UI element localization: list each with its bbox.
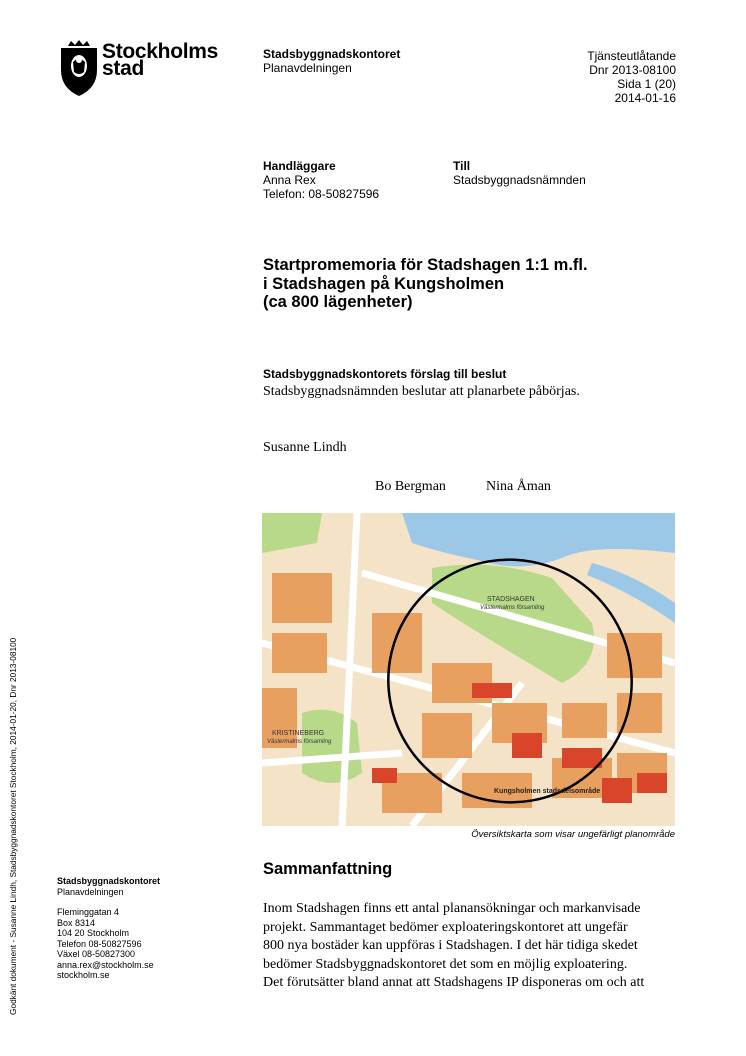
summary-body (263, 900, 683, 993)
map-label-stadshagen-parish: Västermalms församling (480, 605, 545, 611)
map-label-kristineberg-parish: Västermalms församling (267, 739, 332, 745)
header-office-block (263, 47, 400, 75)
header-meta (587, 49, 676, 105)
summary-line: projekt. Sammantaget bedömer exploateringskontoret att ungefär (263, 919, 628, 935)
document-title: Startpromemoria för Stadshagen 1:1 m.fl. i Stadshagen på Kungsholmen (ca 800 lägenheter) (263, 256, 588, 311)
contact-box: Box 8314 (57, 917, 96, 928)
handler-label: Handläggare (263, 159, 336, 173)
contact-email: anna.rex@stockholm.se (57, 959, 154, 970)
proposal-heading: Stadsbyggnadskontorets förslag till beslut (263, 367, 507, 381)
header-department: Planavdelningen (263, 61, 352, 75)
summary-line: Det förutsätter bland annat att Stadshagens IP disponeras om och att (263, 975, 645, 991)
summary-line: Inom Stadshagen finns ett antal planansökningar och markanvisade (263, 901, 641, 916)
overview-map (262, 513, 675, 826)
handler-name: Anna Rex (263, 173, 316, 187)
proposal-text: Stadsbyggnadsnämnden beslutar att planarbete påbörjas. (263, 384, 580, 399)
map-label-district: Kungsholmen stadsdelsområde (494, 788, 601, 795)
map-caption: Översiktskarta som visar ungefärligt planområde (471, 829, 675, 840)
recipient-label: Till (453, 159, 471, 173)
contact-department: Planavdelningen (57, 886, 124, 897)
contact-block (57, 876, 160, 981)
crown-shield-icon (59, 40, 99, 98)
map-graphic (262, 513, 675, 826)
signature-third: Nina Åman (486, 479, 551, 494)
page-number: Sida 1 (20) (617, 77, 676, 91)
contact-switchboard: Växel 08-50827300 (57, 949, 136, 959)
summary-line: 800 nya bostäder kan uppföras i Stadshagen. I det här tidiga skedet (263, 938, 638, 954)
handler-block (263, 159, 379, 201)
recipient-name: Stadsbyggnadsnämnden (453, 173, 586, 187)
doc-type: Tjänsteutlåtande (587, 49, 676, 63)
summary-heading: Sammanfattning (263, 860, 393, 878)
map-label-stadshagen: STADSHAGEN (487, 596, 535, 603)
signature-second: Bo Bergman (375, 479, 446, 494)
summary-line: bedömer Stadsbyggnadskontoret det som en möjlig exploatering. (263, 956, 628, 972)
map-park-kristineberg (302, 710, 362, 783)
contact-phone: Telefon 08-50827596 (57, 938, 142, 949)
approval-side-note: Godkänt dokument - Susanne Lindh, Stadsbyggnadskontoret Stockholm, 2014-01-20, Dnr 2013-08100 (8, 637, 18, 1015)
contact-postal: 104 20 Stockholm (57, 928, 130, 938)
logo-text: Stockholms stad (102, 40, 219, 80)
map-label-kristineberg: KRISTINEBERG (272, 730, 325, 737)
doc-date: 2014-01-16 (614, 91, 676, 105)
recipient-block (453, 159, 586, 187)
signature-first: Susanne Lindh (263, 440, 347, 455)
dnr: Dnr 2013-08100 (589, 63, 676, 77)
contact-address: Fleminggatan 4 (57, 907, 120, 917)
contact-web: stockholm.se (57, 970, 110, 980)
handler-phone: Telefon: 08-50827596 (263, 187, 380, 201)
contact-office: Stadsbyggnadskontoret (57, 876, 161, 886)
header-office: Stadsbyggnadskontoret (263, 47, 401, 61)
